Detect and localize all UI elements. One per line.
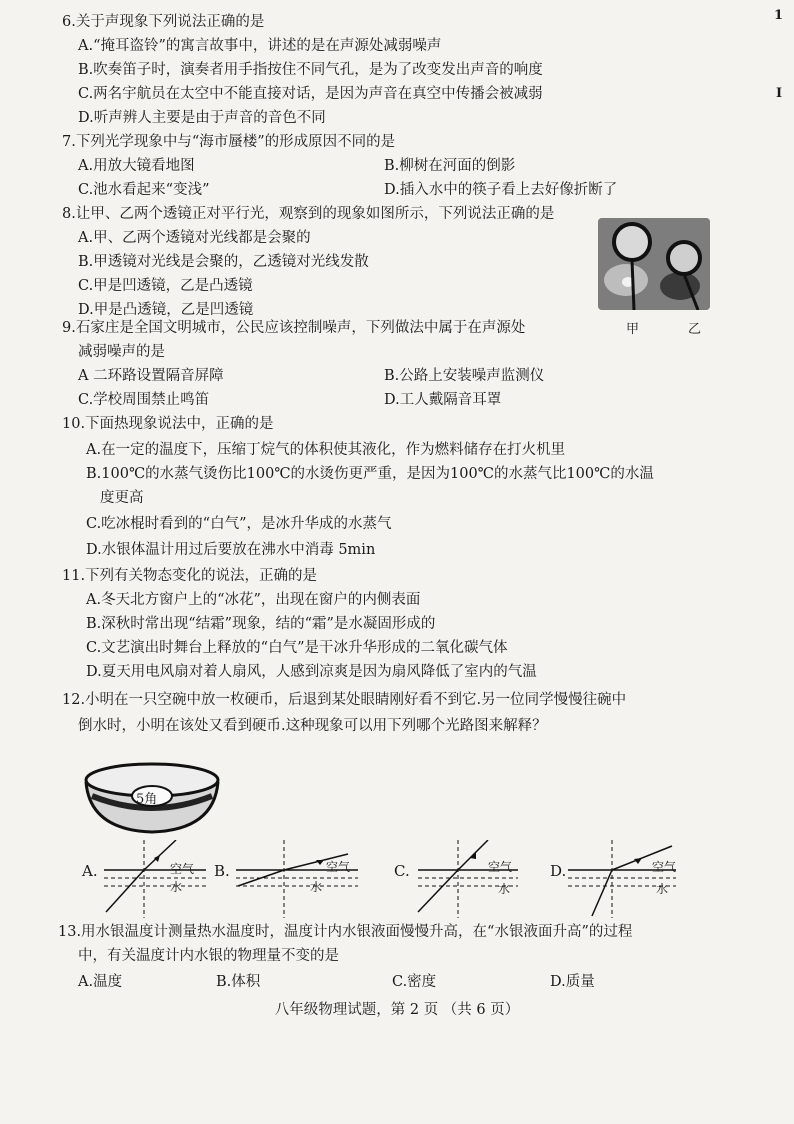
q9-option-b: B.公路上安装噪声监测仪	[384, 368, 545, 384]
diagram-label-d: D.	[550, 862, 567, 880]
diagram-b-water-label: 水	[310, 880, 323, 894]
diagram-a-water-label: 水	[170, 880, 183, 894]
q8-option-a: A.甲、乙两个透镜对光线都是会聚的	[78, 230, 311, 246]
q8-option-c: C.甲是凹透镜，乙是凸透镜	[78, 278, 253, 294]
q11-option-b: B.深秋时常出现“结霜”现象，结的“霜”是水凝固形成的	[86, 616, 436, 632]
diagram-d-water-label: 水	[656, 882, 669, 896]
q8-option-b: B.甲透镜对光线是会聚的，乙透镜对光线发散	[78, 254, 369, 270]
q9-option-c: C.学校周围禁止鸣笛	[78, 392, 210, 408]
coin-label: 5角	[136, 792, 158, 807]
q6-option-c: C.两名宇航员在太空中不能直接对话，是因为声音在真空中传播会被减弱	[78, 86, 543, 102]
q9-stem-line1: 9.石家庄是全国文明城市，公民应该控制噪声，下列做法中属于在声源处	[62, 320, 526, 336]
q6-option-b: B.吹奏笛子时，演奏者用手指按住不同气孔，是为了改变发出声音的响度	[78, 62, 543, 78]
q10-option-d: D.水银体温计用过后要放在沸水中消毒 5min	[86, 542, 376, 558]
page-footer: 八年级物理试题，第 2 页 （共 6 页）	[274, 1002, 520, 1018]
q8-stem: 8.让甲、乙两个透镜正对平行光，观察到的现象如图所示，下列说法正确的是	[62, 206, 555, 222]
margin-mark-top: 1	[774, 8, 784, 23]
q11-option-a: A.冬天北方窗户上的“冰花”，出现在窗户的内侧表面	[86, 592, 421, 608]
q9-stem-line2: 减弱噪声的是	[78, 344, 165, 360]
q7-option-b: B.柳树在河面的倒影	[384, 158, 516, 174]
q12-stem-line1: 12.小明在一只空碗中放一枚硬币，后退到某处眼睛刚好看不到它.另一位同学慢慢往碗中	[62, 692, 627, 708]
q8-option-d: D.甲是凸透镜，乙是凹透镜	[78, 302, 254, 318]
q7-option-c: C.池水看起来“变浅”	[78, 182, 210, 198]
lens-photo	[598, 218, 710, 310]
bowl-figure	[82, 760, 222, 840]
diagram-c-air-label: 空气	[488, 860, 513, 874]
lens-label-jia: 甲	[626, 322, 640, 337]
diagram-c-water-label: 水	[498, 882, 511, 896]
q7-option-a: A.用放大镜看地图	[78, 158, 195, 174]
diagram-a-air-label: 空气	[170, 862, 195, 876]
margin-mark-mid: I	[776, 86, 783, 101]
q11-option-d: D.夏天用电风扇对着人扇风，人感到凉爽是因为扇风降低了室内的气温	[86, 664, 537, 680]
q10-option-a: A.在一定的温度下，压缩丁烷气的体积使其液化，作为燃料储存在打火机里	[86, 442, 566, 458]
q13-stem-line1: 13.用水银温度计测量热水温度时，温度计内水银液面慢慢升高，在“水银液面升高”的过程	[58, 924, 633, 940]
diagram-label-b: B.	[214, 862, 230, 880]
diagram-label-c: C.	[394, 862, 410, 880]
q10-stem: 10.下面热现象说法中，正确的是	[62, 416, 274, 432]
q11-option-c: C.文艺演出时舞台上释放的“白气”是干冰升华形成的二氧化碳气体	[86, 640, 508, 656]
light-path-diagram-a	[76, 840, 206, 922]
q13-stem-line2: 中，有关温度计内水银的物理量不变的是	[78, 948, 339, 964]
q13-option-b: B.体积	[216, 974, 261, 990]
q12-stem-line2: 倒水时，小明在该处又看到硬币.这种现象可以用下列哪个光路图来解释？	[78, 718, 547, 734]
q13-option-d: D.质量	[550, 974, 595, 990]
q9-option-d: D.工人戴隔音耳罩	[384, 392, 502, 408]
q10-option-b-line2: 度更高	[100, 490, 144, 506]
q10-option-c: C.吃冰棍时看到的“白气”，是冰升华成的水蒸气	[86, 516, 392, 532]
q6-option-a: A.“掩耳盗铃”的寓言故事中，讲述的是在声源处减弱噪声	[78, 38, 442, 54]
q13-option-a: A.温度	[78, 974, 123, 990]
q9-option-a: A 二环路设置隔音屏障	[78, 368, 224, 384]
lens-label-yi: 乙	[688, 322, 702, 337]
q6-option-d: D.听声辨人主要是由于声音的音色不同	[78, 110, 326, 126]
q11-stem: 11.下列有关物态变化的说法，正确的是	[62, 568, 318, 584]
diagram-label-a: A.	[82, 862, 98, 880]
diagram-b-air-label: 空气	[326, 860, 351, 874]
light-path-diagram-b	[228, 840, 358, 922]
diagram-d-air-label: 空气	[652, 860, 677, 874]
q7-option-d: D.插入水中的筷子看上去好像折断了	[384, 182, 618, 198]
q10-option-b-line1: B.100℃的水蒸气烫伤比100℃的水烫伤更严重，是因为100℃的水蒸气比100℃的水温	[86, 466, 654, 482]
q6-stem: 6.关于声现象下列说法正确的是	[62, 14, 265, 30]
q13-option-c: C.密度	[392, 974, 437, 990]
q7-stem: 7.下列光学现象中与“海市蜃楼”的形成原因不同的是	[62, 134, 396, 150]
